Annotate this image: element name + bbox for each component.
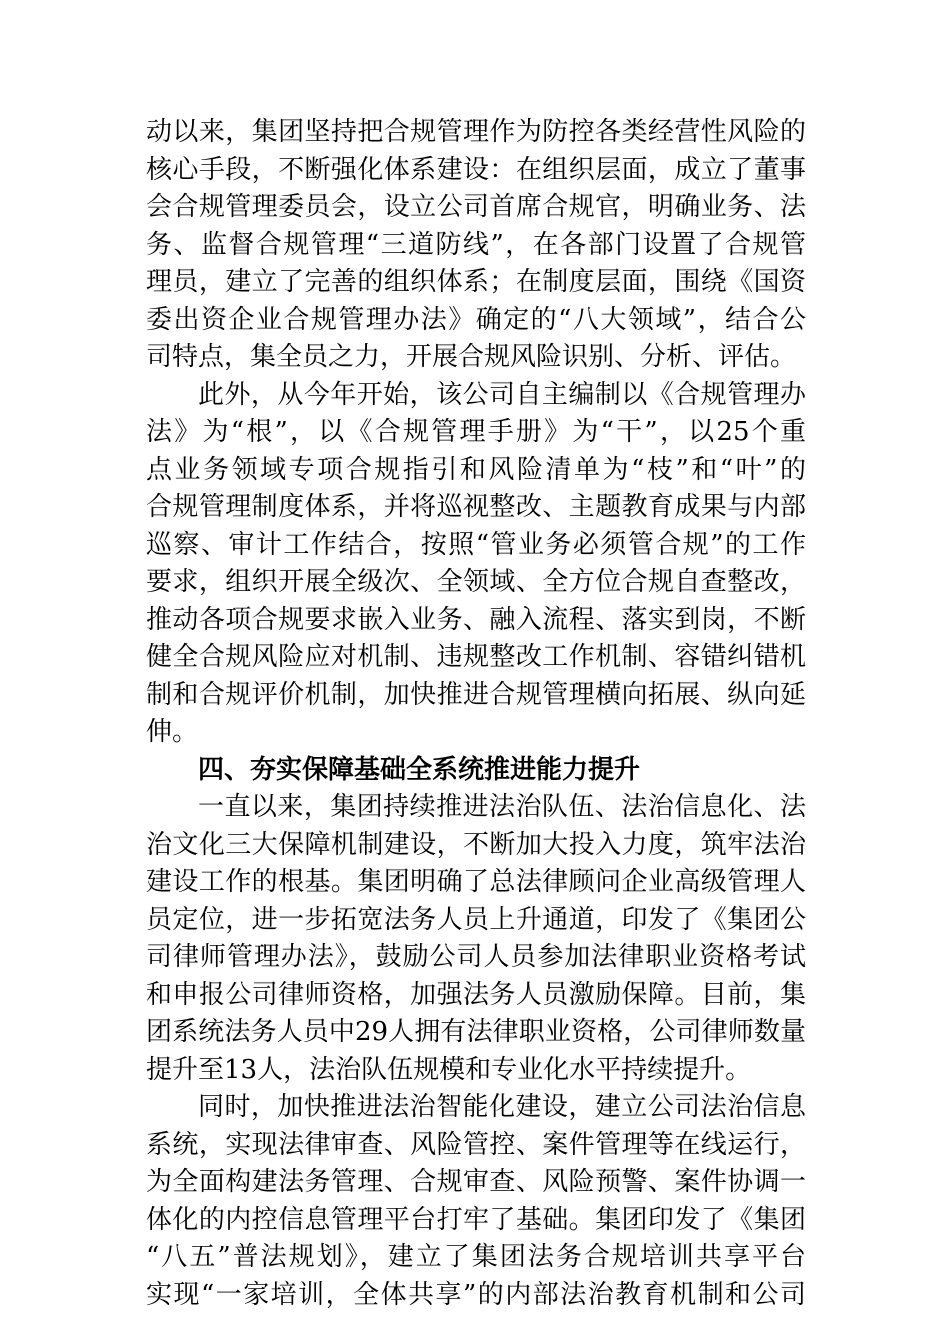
text-line: 实现“一家培训，全体共享”的内部法治教育机制和公司 <box>146 1279 806 1310</box>
text-line: 司律师管理办法》，鼓励公司人员参加法律职业资格考试 <box>146 942 806 972</box>
text-line: 要求，组织开展全级次、全领域、全方位合规自查整改， <box>146 567 806 597</box>
text-line: 动以来，集团坚持把合规管理作为防控各类经营性风险的 <box>146 117 806 147</box>
text-line: 核心手段，不断强化体系建设：在组织层面，成立了董事 <box>146 154 806 185</box>
text-line: 务、监督合规管理“三道防线”，在各部门设置了合规管 <box>146 229 806 260</box>
text-line: 制和合规评价机制，加快推进合规管理横向拓展、纵向延 <box>146 679 806 710</box>
text-line: 同时，加快推进法治智能化建设，建立公司法治信息 <box>198 1092 806 1122</box>
text-line: 一直以来，集团持续推进法治队伍、法治信息化、法 <box>198 792 806 822</box>
text-line: 伸。 <box>146 717 199 747</box>
text-line: 员定位，进一步拓宽法务人员上升通道，印发了《集团公 <box>146 904 806 935</box>
paragraph-legal-informatization <box>146 1089 806 1314</box>
text-line: 建设工作的根基。集团明确了总法律顾问企业高级管理人 <box>146 867 806 897</box>
text-line: 推动各项合规要求嵌入业务、融入流程、落实到岗，不断 <box>146 604 806 635</box>
text-line: 体化的内控信息管理平台打牢了基础。集团印发了《集团 <box>146 1204 806 1235</box>
text-line: 系统，实现法律审查、风险管控、案件管理等在线运行， <box>146 1129 806 1160</box>
text-line: 合规管理制度体系，并将巡视整改、主题教育成果与内部 <box>146 492 806 522</box>
text-line: 提升至13人，法治队伍规模和专业化水平持续提升。 <box>146 1054 752 1085</box>
text-line: 委出资企业合规管理办法》确定的“八大领域”，结合公 <box>146 304 806 335</box>
text-line: 此外，从今年开始，该公司自主编制以《合规管理办 <box>198 379 806 410</box>
text-line: 法》为“根”，以《合规管理手册》为“干”，以25个重 <box>146 417 806 447</box>
paragraph-legal-team <box>146 789 806 1089</box>
section-heading-text: 四、夯实保障基础全系统推进能力提升 <box>198 754 641 785</box>
text-line: 理员，建立了完善的组织体系；在制度层面，围绕《国资 <box>146 267 806 297</box>
text-line: 点业务领域专项合规指引和风险清单为“枝”和“叶”的 <box>146 454 806 485</box>
paragraph-compliance-framework <box>146 377 806 752</box>
section-heading <box>146 752 806 790</box>
text-line: 为全面构建法务管理、合规审查、风险预警、案件协调一 <box>146 1167 806 1197</box>
text-line: 健全合规风险应对机制、违规整改工作机制、容错纠错机 <box>146 642 806 672</box>
text-line: “八五”普法规划》，建立了集团法务合规培训共享平台 <box>146 1242 806 1272</box>
text-line: 司特点，集全员之力，开展合规风险识别、分析、评估。 <box>146 342 797 372</box>
text-line: 会合规管理委员会，设立公司首席合规官，明确业务、法 <box>146 192 806 222</box>
text-line: 巡察、审计工作结合，按照“管业务必须管合规”的工作 <box>146 529 806 560</box>
text-line: 团系统法务人员中29人拥有法律职业资格，公司律师数量 <box>146 1017 806 1047</box>
document-page <box>146 114 806 1314</box>
text-line: 和申报公司律师资格，加强法务人员激励保障。目前，集 <box>146 979 806 1010</box>
paragraph-compliance-system <box>146 114 806 377</box>
text-line: 治文化三大保障机制建设，不断加大投入力度，筑牢法治 <box>146 829 806 860</box>
